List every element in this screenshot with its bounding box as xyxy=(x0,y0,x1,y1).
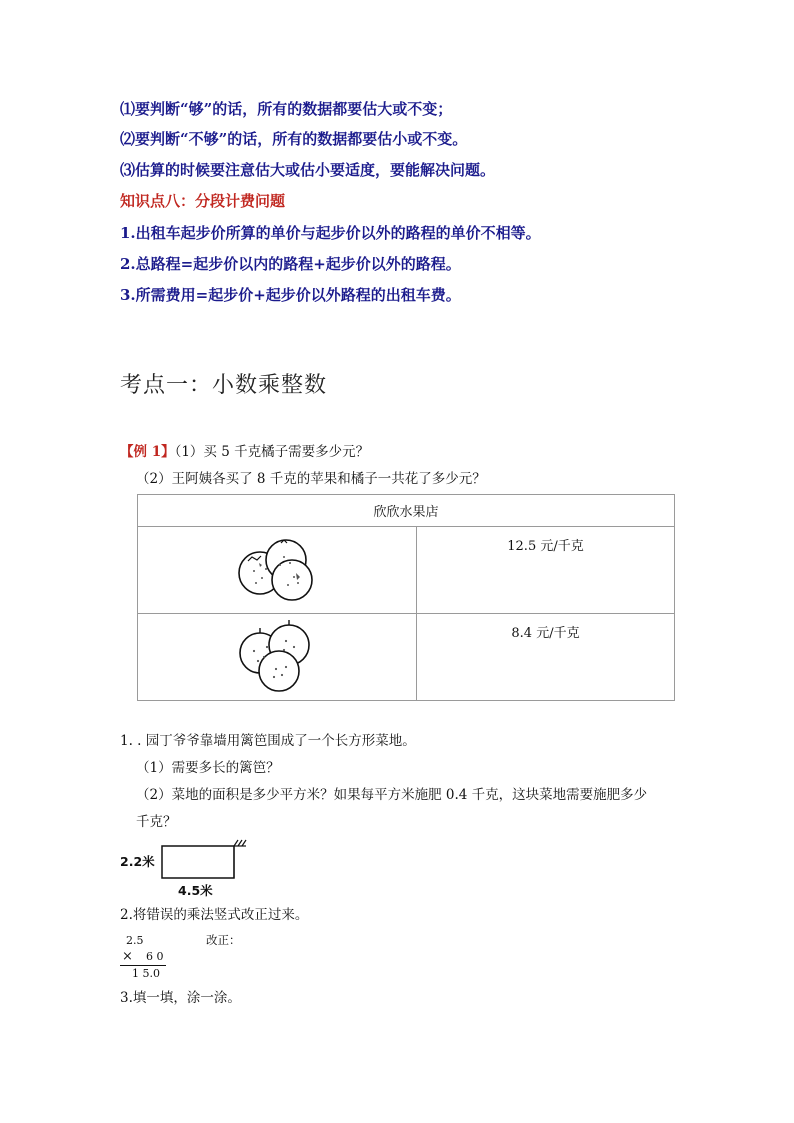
note-line-3: ⑶估算的时候要注意估大或估小要适度，要能解决问题。 xyxy=(120,161,496,179)
kaodian-heading: 考点一：小数乘整数 xyxy=(120,373,328,398)
fruit-price-table xyxy=(137,494,675,701)
problem-1-text: 1. . 园丁爷爷靠墙用篱笆围成了一个长方形菜地。 xyxy=(120,733,416,749)
example-1-q2: （2）王阿姨各买了 8 千克的苹果和橘子一共花了多少元？ xyxy=(136,471,486,487)
calc-result: 1 5.0 xyxy=(132,967,160,980)
fruit-shop-name: 欣欣水果店 xyxy=(138,495,675,527)
section-8-title: 知识点八：分段计费问题 xyxy=(120,192,286,210)
orange-price: 12.5 元/千克 xyxy=(417,527,675,614)
table-row xyxy=(138,614,675,701)
apple-fruit-icon xyxy=(234,617,320,693)
problem-3-text: 3.填一填，涂一涂。 xyxy=(120,990,241,1006)
example-1-q1: （1）买 5 千克橘子需要多少元？ xyxy=(174,444,370,460)
example-1-q1-line xyxy=(120,440,369,460)
note-line-1: ⑴要判断“够”的话，所有的数据都要估大或不变； xyxy=(120,100,453,118)
problem-1-q2-line-2: 千克？ xyxy=(136,814,177,830)
example-tag: 【例 1】 xyxy=(120,444,175,460)
calc-top: 2.5 xyxy=(126,934,144,947)
note-line-2: ⑵要判断“不够”的话，所有的数据都要估小或不变。 xyxy=(120,130,468,148)
table-row xyxy=(138,527,675,614)
vertical-multiplication xyxy=(118,930,248,982)
calc-multiplier: 6 0 xyxy=(146,950,164,963)
fruit-image-cell xyxy=(138,527,417,614)
orange-fruit-icon xyxy=(234,533,320,603)
garden-length-label: 4.5米 xyxy=(178,883,213,898)
multiply-sign: × xyxy=(122,949,133,964)
section-8-item-1: 1.出租车起步价所算的单价与起步价以外的路程的单价不相等。 xyxy=(120,224,541,242)
apple-price: 8.4 元/千克 xyxy=(417,614,675,701)
problem-1-q1: （1）需要多长的篱笆？ xyxy=(136,760,280,776)
problem-2-text: 2.将错误的乘法竖式改正过来。 xyxy=(120,907,309,923)
garden-figure xyxy=(118,838,248,900)
fruit-image-cell xyxy=(138,614,417,701)
calc-divider-line xyxy=(120,965,166,966)
garden-width-label: 2.2米 xyxy=(120,854,155,869)
problem-1-q2-line-1: （2）菜地的面积是多少平方米？如果每平方米施肥 0.4 千克，这块菜地需要施肥多少 xyxy=(136,787,648,803)
section-8-item-2: 2.总路程=起步价以内的路程+起步价以外的路程。 xyxy=(120,255,461,273)
section-8-item-3: 3.所需费用=起步价+起步价以外路程的出租车费。 xyxy=(120,286,461,304)
fix-label: 改正： xyxy=(206,933,241,947)
